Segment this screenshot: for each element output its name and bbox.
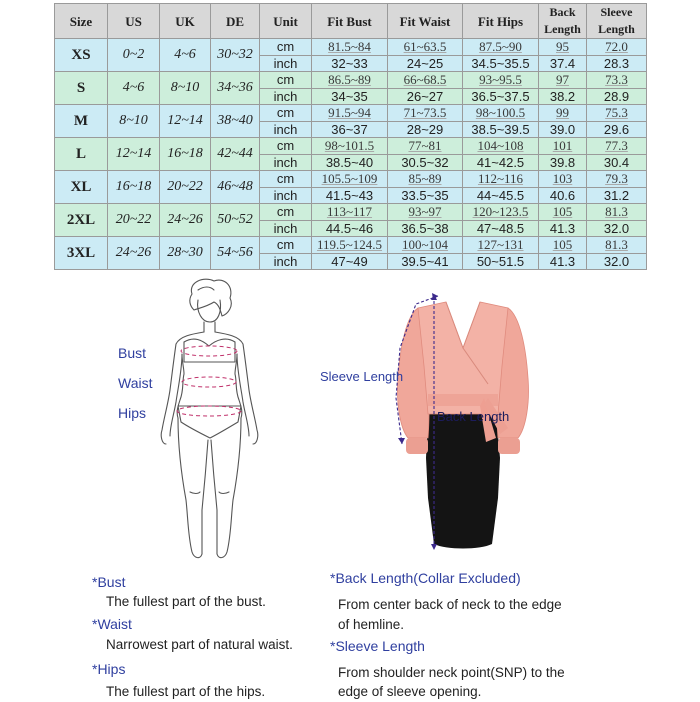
header-unit: Unit (260, 4, 312, 39)
hips-cm-cell: 127~131 (463, 237, 539, 254)
header-size: Size (55, 4, 108, 39)
header-fit-waist: Fit Waist (388, 4, 463, 39)
size-cell: XS (55, 39, 108, 72)
unit-inch-cell: inch (260, 55, 312, 72)
unit-inch-cell: inch (260, 154, 312, 171)
unit-cm-cell: cm (260, 237, 312, 254)
waist-inch-cell: 33.5~35 (388, 187, 463, 204)
size-cell: 3XL (55, 237, 108, 270)
sleeve-inch-cell: 32.0 (587, 253, 647, 270)
bust-cm-cell: 91.5~94 (312, 105, 388, 122)
bust-inch-cell: 32~33 (312, 55, 388, 72)
note-bust-title: *Bust (92, 574, 126, 590)
unit-cm-cell: cm (260, 105, 312, 122)
de-size-cell: 30~32 (211, 39, 260, 72)
table-row (55, 237, 647, 254)
waist-inch-cell: 39.5~41 (388, 253, 463, 270)
note-back-length-text-2: of hemline. (338, 617, 405, 632)
us-size-cell: 12~14 (108, 138, 160, 171)
sleeve-cm-cell: 81.3 (587, 237, 647, 254)
sleeve-inch-cell: 32.0 (587, 220, 647, 237)
waist-inch-cell: 36.5~38 (388, 220, 463, 237)
table-row (55, 105, 647, 122)
waist-label: Waist (118, 375, 153, 391)
back-cm-cell: 99 (539, 105, 587, 122)
note-back-length-title: *Back Length(Collar Excluded) (330, 570, 521, 586)
note-hips-title: *Hips (92, 661, 126, 677)
back-inch-cell: 39.0 (539, 121, 587, 138)
bust-inch-cell: 38.5~40 (312, 154, 388, 171)
unit-inch-cell: inch (260, 121, 312, 138)
table-row (55, 204, 647, 221)
unit-cm-cell: cm (260, 72, 312, 89)
header-sleeve-length-line1: Sleeve (600, 5, 633, 19)
table-row (55, 171, 647, 188)
waist-cm-cell: 85~89 (388, 171, 463, 188)
bust-cm-cell: 105.5~109 (312, 171, 388, 188)
size-cell: S (55, 72, 108, 105)
sleeve-cm-cell: 75.3 (587, 105, 647, 122)
de-size-cell: 54~56 (211, 237, 260, 270)
size-chart-table (54, 3, 647, 270)
waist-measure-line (182, 377, 236, 387)
size-cell: 2XL (55, 204, 108, 237)
size-cell: XL (55, 171, 108, 204)
us-size-cell: 24~26 (108, 237, 160, 270)
waist-inch-cell: 30.5~32 (388, 154, 463, 171)
bust-measure-line (181, 346, 237, 356)
table-body (55, 39, 647, 270)
hips-inch-cell: 38.5~39.5 (463, 121, 539, 138)
waist-inch-cell: 26~27 (388, 88, 463, 105)
header-fit-hips: Fit Hips (463, 4, 539, 39)
uk-size-cell: 16~18 (160, 138, 211, 171)
bust-inch-cell: 44.5~46 (312, 220, 388, 237)
waist-cm-cell: 77~81 (388, 138, 463, 155)
waist-cm-cell: 61~63.5 (388, 39, 463, 56)
hips-cm-cell: 98~100.5 (463, 105, 539, 122)
back-inch-cell: 37.4 (539, 55, 587, 72)
hips-inch-cell: 44~45.5 (463, 187, 539, 204)
hips-cm-cell: 93~95.5 (463, 72, 539, 89)
note-sleeve-length-title: *Sleeve Length (330, 638, 425, 654)
hips-cm-cell: 120~123.5 (463, 204, 539, 221)
body-outline-illustration (148, 278, 268, 568)
left-cuff (406, 438, 428, 454)
uk-size-cell: 28~30 (160, 237, 211, 270)
us-size-cell: 0~2 (108, 39, 160, 72)
hips-cm-cell: 104~108 (463, 138, 539, 155)
hips-inch-cell: 47~48.5 (463, 220, 539, 237)
sleeve-cm-cell: 73.3 (587, 72, 647, 89)
back-inch-cell: 41.3 (539, 253, 587, 270)
back-cm-cell: 103 (539, 171, 587, 188)
bust-inch-cell: 41.5~43 (312, 187, 388, 204)
sleeve-inch-cell: 28.9 (587, 88, 647, 105)
hips-inch-cell: 34.5~35.5 (463, 55, 539, 72)
sleeve-cm-cell: 79.3 (587, 171, 647, 188)
sleeve-cm-cell: 77.3 (587, 138, 647, 155)
hips-inch-cell: 36.5~37.5 (463, 88, 539, 105)
note-waist-title: *Waist (92, 616, 132, 632)
back-cm-cell: 101 (539, 138, 587, 155)
header-us: US (108, 4, 160, 39)
unit-cm-cell: cm (260, 171, 312, 188)
waist-cm-cell: 93~97 (388, 204, 463, 221)
waist-cm-cell: 100~104 (388, 237, 463, 254)
bust-cm-cell: 98~101.5 (312, 138, 388, 155)
hips-measure-line (177, 406, 241, 416)
bust-inch-cell: 47~49 (312, 253, 388, 270)
us-size-cell: 16~18 (108, 171, 160, 204)
waist-inch-cell: 24~25 (388, 55, 463, 72)
bust-cm-cell: 81.5~84 (312, 39, 388, 56)
back-inch-cell: 38.2 (539, 88, 587, 105)
back-cm-cell: 105 (539, 237, 587, 254)
sleeve-inch-cell: 30.4 (587, 154, 647, 171)
unit-inch-cell: inch (260, 220, 312, 237)
waist-cm-cell: 66~68.5 (388, 72, 463, 89)
back-length-label: Back Length (437, 409, 510, 424)
sleeve-inch-cell: 29.6 (587, 121, 647, 138)
uk-size-cell: 24~26 (160, 204, 211, 237)
back-cm-cell: 95 (539, 39, 587, 56)
sleeve-cm-cell: 81.3 (587, 204, 647, 221)
sleeve-inch-cell: 28.3 (587, 55, 647, 72)
back-inch-cell: 39.8 (539, 154, 587, 171)
size-cell: M (55, 105, 108, 138)
unit-inch-cell: inch (260, 187, 312, 204)
size-cell: L (55, 138, 108, 171)
note-sleeve-length-text-2: edge of sleeve opening. (338, 684, 482, 699)
hips-inch-cell: 50~51.5 (463, 253, 539, 270)
unit-cm-cell: cm (260, 138, 312, 155)
table-row (55, 138, 647, 155)
bust-label: Bust (118, 345, 147, 361)
back-cm-cell: 97 (539, 72, 587, 89)
uk-size-cell: 8~10 (160, 72, 211, 105)
de-size-cell: 38~40 (211, 105, 260, 138)
note-back-length-text-1: From center back of neck to the edge (338, 597, 562, 612)
unit-inch-cell: inch (260, 253, 312, 270)
sleeve-inch-cell: 31.2 (587, 187, 647, 204)
header-uk: UK (160, 4, 211, 39)
de-size-cell: 42~44 (211, 138, 260, 171)
bust-inch-cell: 34~35 (312, 88, 388, 105)
note-bust-text: The fullest part of the bust. (106, 594, 266, 609)
back-inch-cell: 41.3 (539, 220, 587, 237)
unit-cm-cell: cm (260, 39, 312, 56)
header-sleeve-length-line2: Length (598, 22, 635, 36)
bust-cm-cell: 113~117 (312, 204, 388, 221)
us-size-cell: 8~10 (108, 105, 160, 138)
hips-label: Hips (118, 405, 147, 421)
uk-size-cell: 12~14 (160, 105, 211, 138)
hips-inch-cell: 41~42.5 (463, 154, 539, 171)
right-cuff (498, 438, 520, 454)
sleeve-length-label: Sleeve Length (320, 369, 404, 384)
garment-measurement-figure (388, 288, 538, 563)
unit-inch-cell: inch (260, 88, 312, 105)
header-de: DE (211, 4, 260, 39)
hips-cm-cell: 112~116 (463, 171, 539, 188)
back-inch-cell: 40.6 (539, 187, 587, 204)
header-back-length-line2: Length (544, 22, 581, 36)
header-sleeve-length (587, 4, 647, 39)
table-header-row (55, 4, 647, 39)
de-size-cell: 50~52 (211, 204, 260, 237)
note-sleeve-length-text-1: From shoulder neck point(SNP) to the (338, 665, 565, 680)
header-back-length (539, 4, 587, 39)
unit-cm-cell: cm (260, 204, 312, 221)
back-cm-cell: 105 (539, 204, 587, 221)
us-size-cell: 4~6 (108, 72, 160, 105)
bust-cm-cell: 119.5~124.5 (312, 237, 388, 254)
note-waist-text: Narrowest part of natural waist. (106, 637, 293, 652)
bust-cm-cell: 86.5~89 (312, 72, 388, 89)
bust-inch-cell: 36~37 (312, 121, 388, 138)
note-hips-text: The fullest part of the hips. (106, 684, 266, 699)
table-row (55, 39, 647, 56)
de-size-cell: 34~36 (211, 72, 260, 105)
waist-cm-cell: 71~73.5 (388, 105, 463, 122)
header-fit-bust: Fit Bust (312, 4, 388, 39)
table-row (55, 72, 647, 89)
uk-size-cell: 4~6 (160, 39, 211, 72)
body-measurement-figure (148, 278, 268, 573)
sleeve-cm-cell: 72.0 (587, 39, 647, 56)
us-size-cell: 20~22 (108, 204, 160, 237)
header-back-length-line1: Back (549, 5, 576, 19)
uk-size-cell: 20~22 (160, 171, 211, 204)
hips-cm-cell: 87.5~90 (463, 39, 539, 56)
waist-inch-cell: 28~29 (388, 121, 463, 138)
de-size-cell: 46~48 (211, 171, 260, 204)
